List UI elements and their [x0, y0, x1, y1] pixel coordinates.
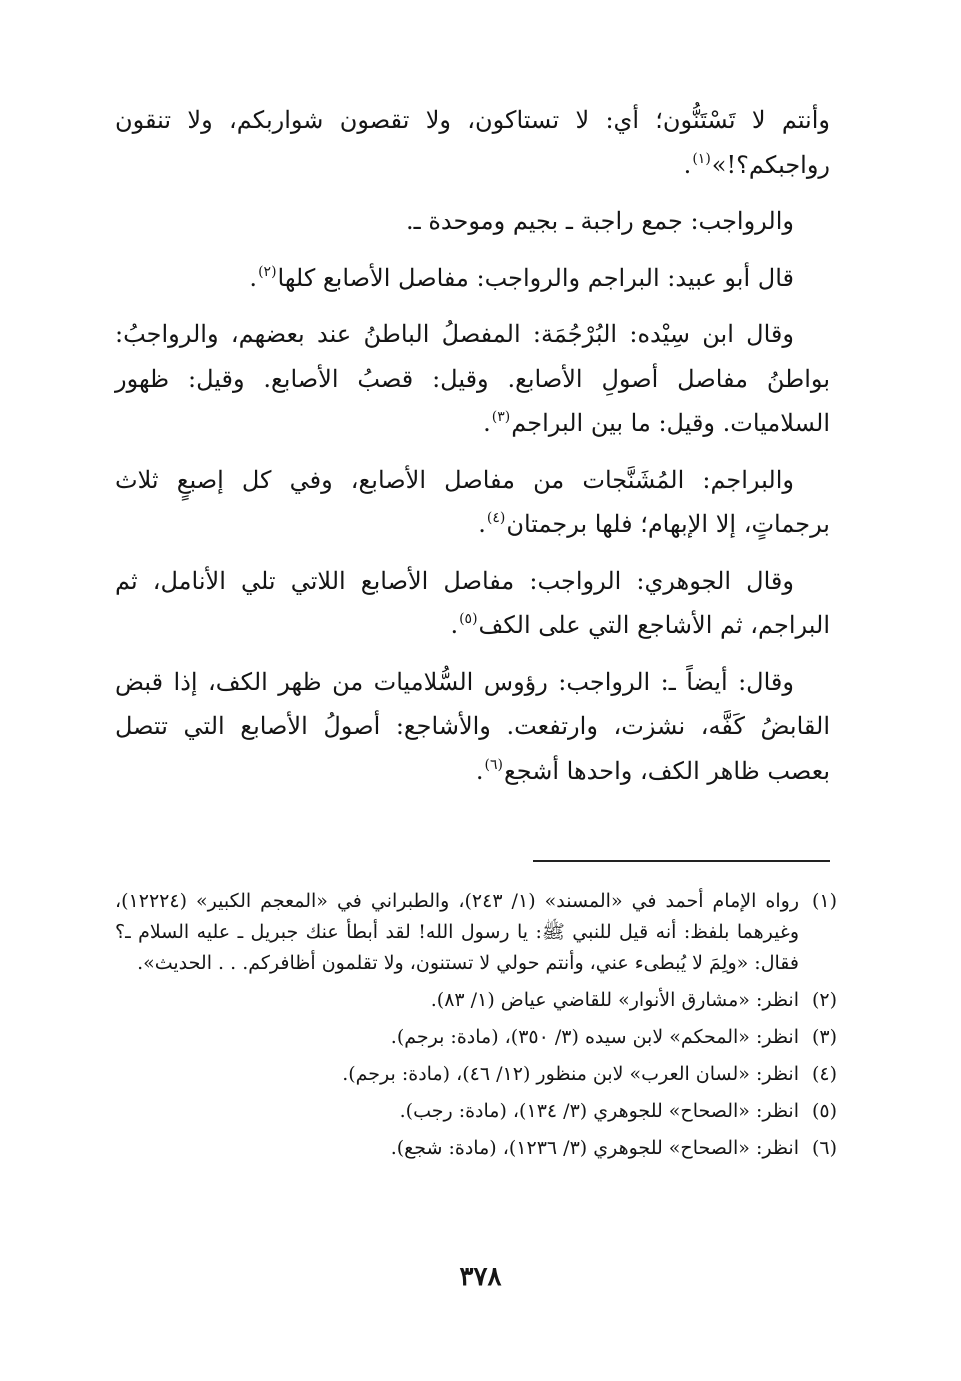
footnote-reference: (٥) [459, 611, 478, 627]
body-text-run: . [450, 611, 459, 639]
footnote-text: رواه الإمام أحمد في «المسند» (١/ ٢٤٣)، والطبراني في «المعجم الكبير» (١٢٢٢٤)، وغيرهما بلفظ: أنه قيل للنبي ﷺ: يا رسول الله! لقد أبطأ عنك جبريل ـ عليه السلام ـ؟ فقال: «ولِمَ لا يُبطىء عني، وأنتم حولي لا تستنون، ولا تقلمون أظافركم. . . الحديث». [115, 890, 799, 974]
page-number: ٣٧٨ [459, 1262, 502, 1292]
footnote-number: (٥) [811, 1100, 837, 1122]
body-text-run: وقال الجوهري: الرواجب: مفاصل الأصابع اللاتي تلي الأنامل، ثم البراجم، ثم الأشاجع التي على الكف [115, 566, 830, 639]
body-text-run: وأنتم لا تَسْتَنُّون؛ أي: لا تستاكون، ولا تقصون شواربكم، ولا تنقون رواجبكم؟!» [115, 106, 830, 179]
footnote-text: انظر: «المحكم» لابن سيده (٣/ ٣٥٠)، (مادة: برجم). [390, 1026, 799, 1048]
body-paragraph [115, 98, 830, 187]
footnote-reference: (١) [692, 150, 711, 167]
body-text-run: وقال: أيضاً ـ: الرواجب: رؤوس السُّلاميات من ظهر الكف، إذا قبض القابضُ كَفَّه، نشزت، وارتفعت. والأشاجع: أصولُ الأصابع التي تتصل بعصب ظاهر الكف، واحدها أشجع [115, 667, 830, 785]
body-text-run: والبراجم: المُشَنَّجات من مفاصل الأصابع، وفي كل إصبعٍ ثلاث برجماتٍ، إلا الإبهام؛ فلها برجمتان [115, 465, 830, 538]
footnote-number: (٣) [811, 1026, 837, 1048]
footnote-number: (٤) [811, 1063, 837, 1085]
footnote-text: انظر: «الصحاح» للجوهري (٣/ ١٢٣٦)، (مادة: شجع). [390, 1137, 799, 1159]
footnote-item [115, 1059, 837, 1090]
footnote-number: (٦) [811, 1137, 837, 1159]
body-paragraph [115, 199, 830, 244]
body-text-run: قال أبو عبيد: البراجم والرواجب: مفاصل الأصابع كلها [277, 263, 794, 292]
body-text-run: وقال ابن سِيْده: البُرْجُمَة: المفصلُ الباطنُ عند بعضهم، والرواجبُ: بواطنُ مفاصل أصولِ الأصابع. وقيل: قصبُ الأصابع. وقيل: ظهور السلاميات. وقيل: ما بين البراجم [115, 320, 830, 437]
body-paragraph [115, 559, 830, 648]
footnote-text: انظر: «مشارق الأنوار» للقاضي عياض (١/ ٨٣). [430, 989, 799, 1011]
body-paragraph [115, 458, 830, 547]
footnote-item [115, 1022, 837, 1053]
body-text-run: والرواجب: جمع راجبة ـ بجيم وموحدة ـ. [406, 207, 794, 235]
footnote-item [115, 985, 837, 1016]
footnote-reference: (٢) [258, 263, 277, 280]
body-text-run: . [475, 756, 484, 785]
body-paragraph [115, 256, 830, 301]
body-text-run: . [483, 409, 491, 437]
body-text-run: . [478, 510, 486, 538]
body-text-run: . [683, 150, 692, 179]
footnote-item [115, 886, 837, 979]
footnote-item [115, 1133, 837, 1164]
footnote-separator-line [533, 860, 830, 862]
footnote-item [115, 1096, 837, 1127]
footnote-reference: (٤) [486, 510, 506, 526]
footnote-text: انظر: «لسان العرب» لابن منظور (١٢/ ٤٦)، (مادة: برجم). [342, 1063, 799, 1085]
footnote-number: (١) [811, 890, 837, 912]
footnotes-block [115, 886, 837, 1170]
footnote-text: انظر: «الصحاح» للجوهري (٣/ ١٣٤)، (مادة: رجب). [399, 1100, 799, 1122]
footnote-reference: (٣) [491, 409, 511, 425]
footnote-number: (٢) [811, 989, 837, 1011]
body-paragraph [115, 660, 830, 794]
body-paragraph [115, 312, 830, 446]
body-text-run: . [249, 263, 258, 292]
main-text-block [115, 98, 830, 805]
footnote-reference: (٦) [484, 756, 503, 773]
